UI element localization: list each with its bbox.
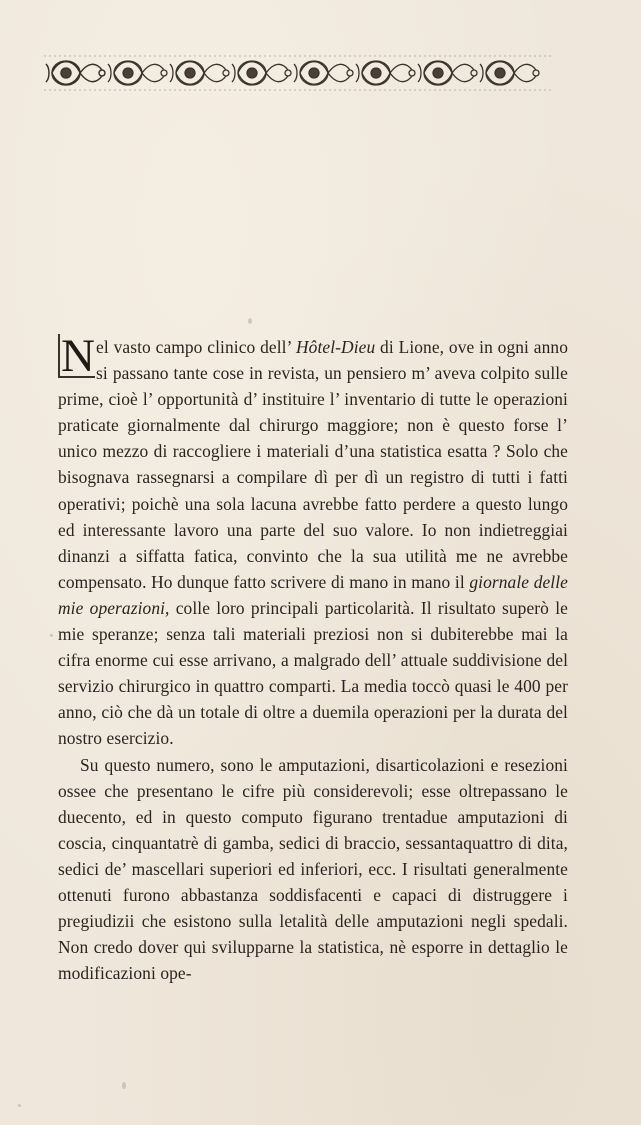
paragraph-1 <box>58 330 568 752</box>
paragraph-1-text-start: el vasto campo clinico dell’ <box>96 337 297 357</box>
paper-spot <box>122 1082 126 1089</box>
paper-spot <box>50 634 53 637</box>
paragraph-2-text: Su questo numero, sono le amputazioni, disarticolazioni e resezioni ossee che presentano le cifre più considerevoli; esse oltrepassano le duecento, ed in questo computo figurano trentadue amputazioni di coscia, cinquantatrè di gamba, sedici di braccio, sessantaquattro di dita, sedici de’ mascellari superiori ed inferiori, ecc. I risultati generalmente ottenuti furono abbastanza soddisfacenti e capaci di distruggere i pregiudizii che esistono sulla letalità delle amputazioni negli spedali. Non credo dover qui svilupparne la statistica, nè esporre in dettaglio le modificazioni ope- <box>58 754 568 984</box>
paragraph-2 <box>58 752 568 987</box>
paragraph-1-text-middle: di Lione, ove in ogni anno si passano tante cose in revista, un pensiero m’ aveva colpito sulle prime, cioè l’ opportunità d’ instituire l’ inventario di tutte le operazioni praticate giornalmente dal chirurgo maggiore; non è questo forse l’ unico mezzo di raccogliere i materiali d’una statistica esatta ? Solo che bisognava rassegnarsi a compilare dì per dì un registro di tutti i fatti operativi; poichè una sola lacuna avrebbe fatto perdere a questo lungo ed interessante lavoro una parte del suo valore. Io non indietreggiai dinanzi a siffatta fatica, convinto che la sua utilità me ne avrebbe compensato. Ho dunque fatto scrivere di mano in mano il <box>58 337 568 592</box>
body-text <box>58 330 568 986</box>
hotel-dieu-italic: Hôtel-Dieu <box>296 337 376 357</box>
paragraph-1-text-end: , colle loro principali particolarità. Il risultato superò le mie speranze; senza tali materiali preziosi non si dubiterebbe mai la cifra enorme cui esse arrivano, a malgrado dell’ attuale suddivisione del servizio chirurgico in quattro comparti. La media toccò quasi le 400 per anno, ciò che dà un totale di oltre a duemila operazioni per la durata del nostro esercizio. <box>58 597 568 749</box>
headpiece-ornament-icon <box>44 52 552 94</box>
drop-cap: N <box>58 334 95 378</box>
paper-spot <box>18 1104 21 1107</box>
giornale-italic: giornale delle mie operazioni <box>58 571 568 618</box>
paper-spot <box>248 318 252 324</box>
